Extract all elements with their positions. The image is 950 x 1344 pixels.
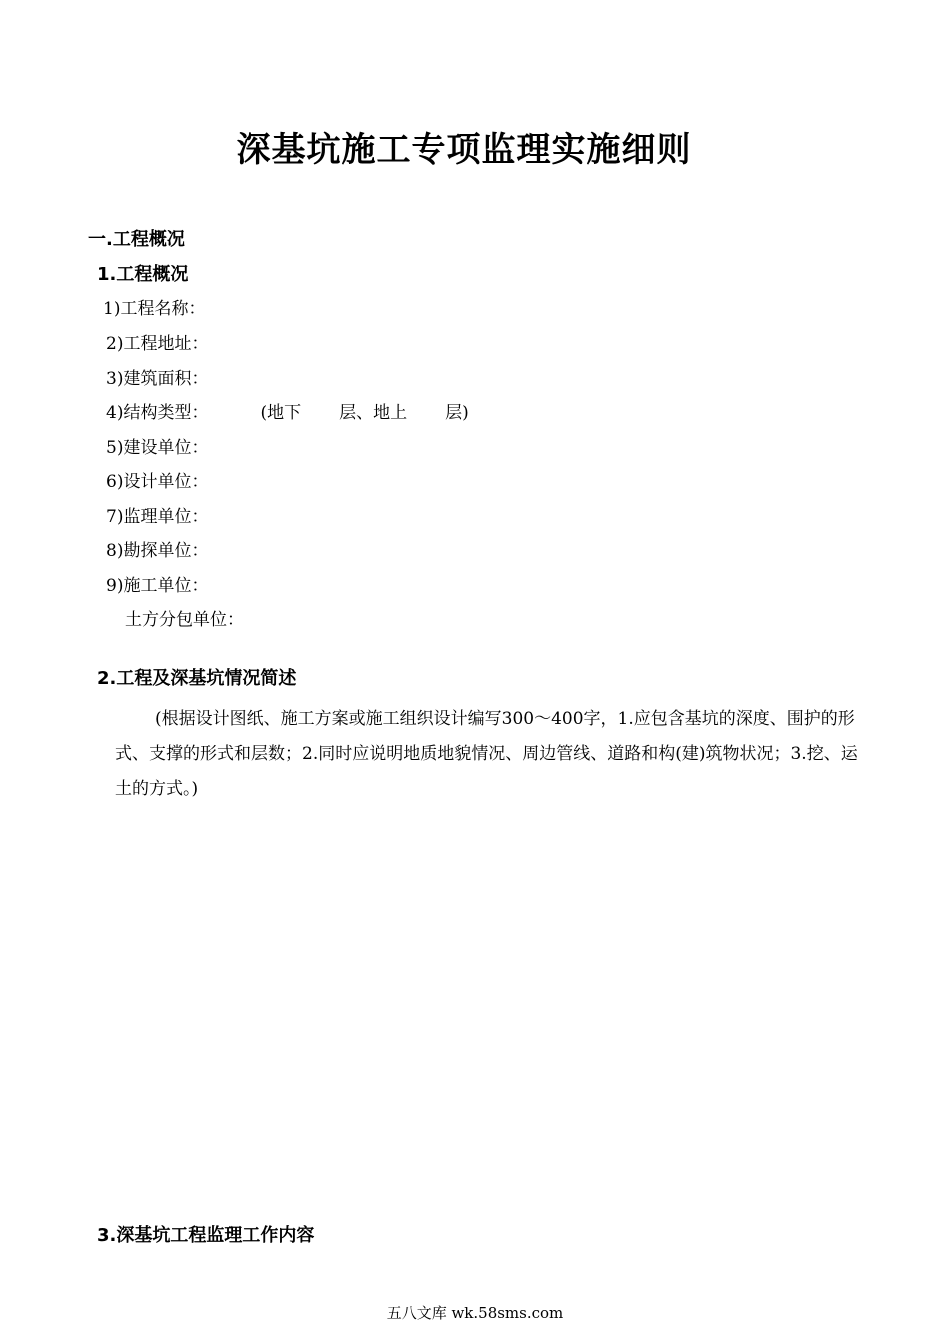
subsection-heading-pit-summary: 2.工程及深基坑情况简述 — [97, 668, 297, 689]
structure-underground: (地下 — [260, 403, 302, 423]
field-supervision-unit: 7)监理单位： — [106, 507, 209, 527]
field-building-area: 3)建筑面积： — [106, 369, 209, 389]
field-owner-unit: 5)建设单位： — [106, 438, 209, 458]
pit-summary-paragraph — [115, 702, 867, 807]
subsection-heading-overview: 1.工程概况 — [97, 264, 189, 285]
field-survey-unit: 8)勘探单位： — [106, 541, 209, 561]
field-construction-unit: 9)施工单位： — [106, 576, 209, 596]
subsection-heading-supervision-work: 3.深基坑工程监理工作内容 — [97, 1225, 315, 1246]
field-earthwork-subcontractor: 土方分包单位： — [125, 610, 244, 630]
field-structure-type — [106, 400, 469, 426]
structure-floors-end: 层) — [445, 403, 469, 423]
document-title: 深基坑施工专项监理实施细则 — [236, 130, 692, 170]
structure-aboveground: 层、地上 — [339, 403, 408, 423]
section-heading-overview: 一.工程概况 — [88, 229, 185, 250]
pit-summary-text: (根据设计图纸、施工方案或施工组织设计编写300～400字，1.应包含基坑的深度、围护的形式、支撑的形式和层数；2.同时应说明地质地貌情况、周边管线、道路和构(建)筑物状况；3.挖、运土的方式。) — [115, 709, 858, 799]
structure-label: 4)结构类型： — [106, 403, 209, 423]
field-design-unit: 6)设计单位： — [106, 472, 209, 492]
field-project-name: 1)工程名称： — [103, 299, 206, 319]
field-project-address: 2)工程地址： — [106, 334, 209, 354]
page-footer: 五八文库 wk.58sms.com — [386, 1304, 564, 1322]
